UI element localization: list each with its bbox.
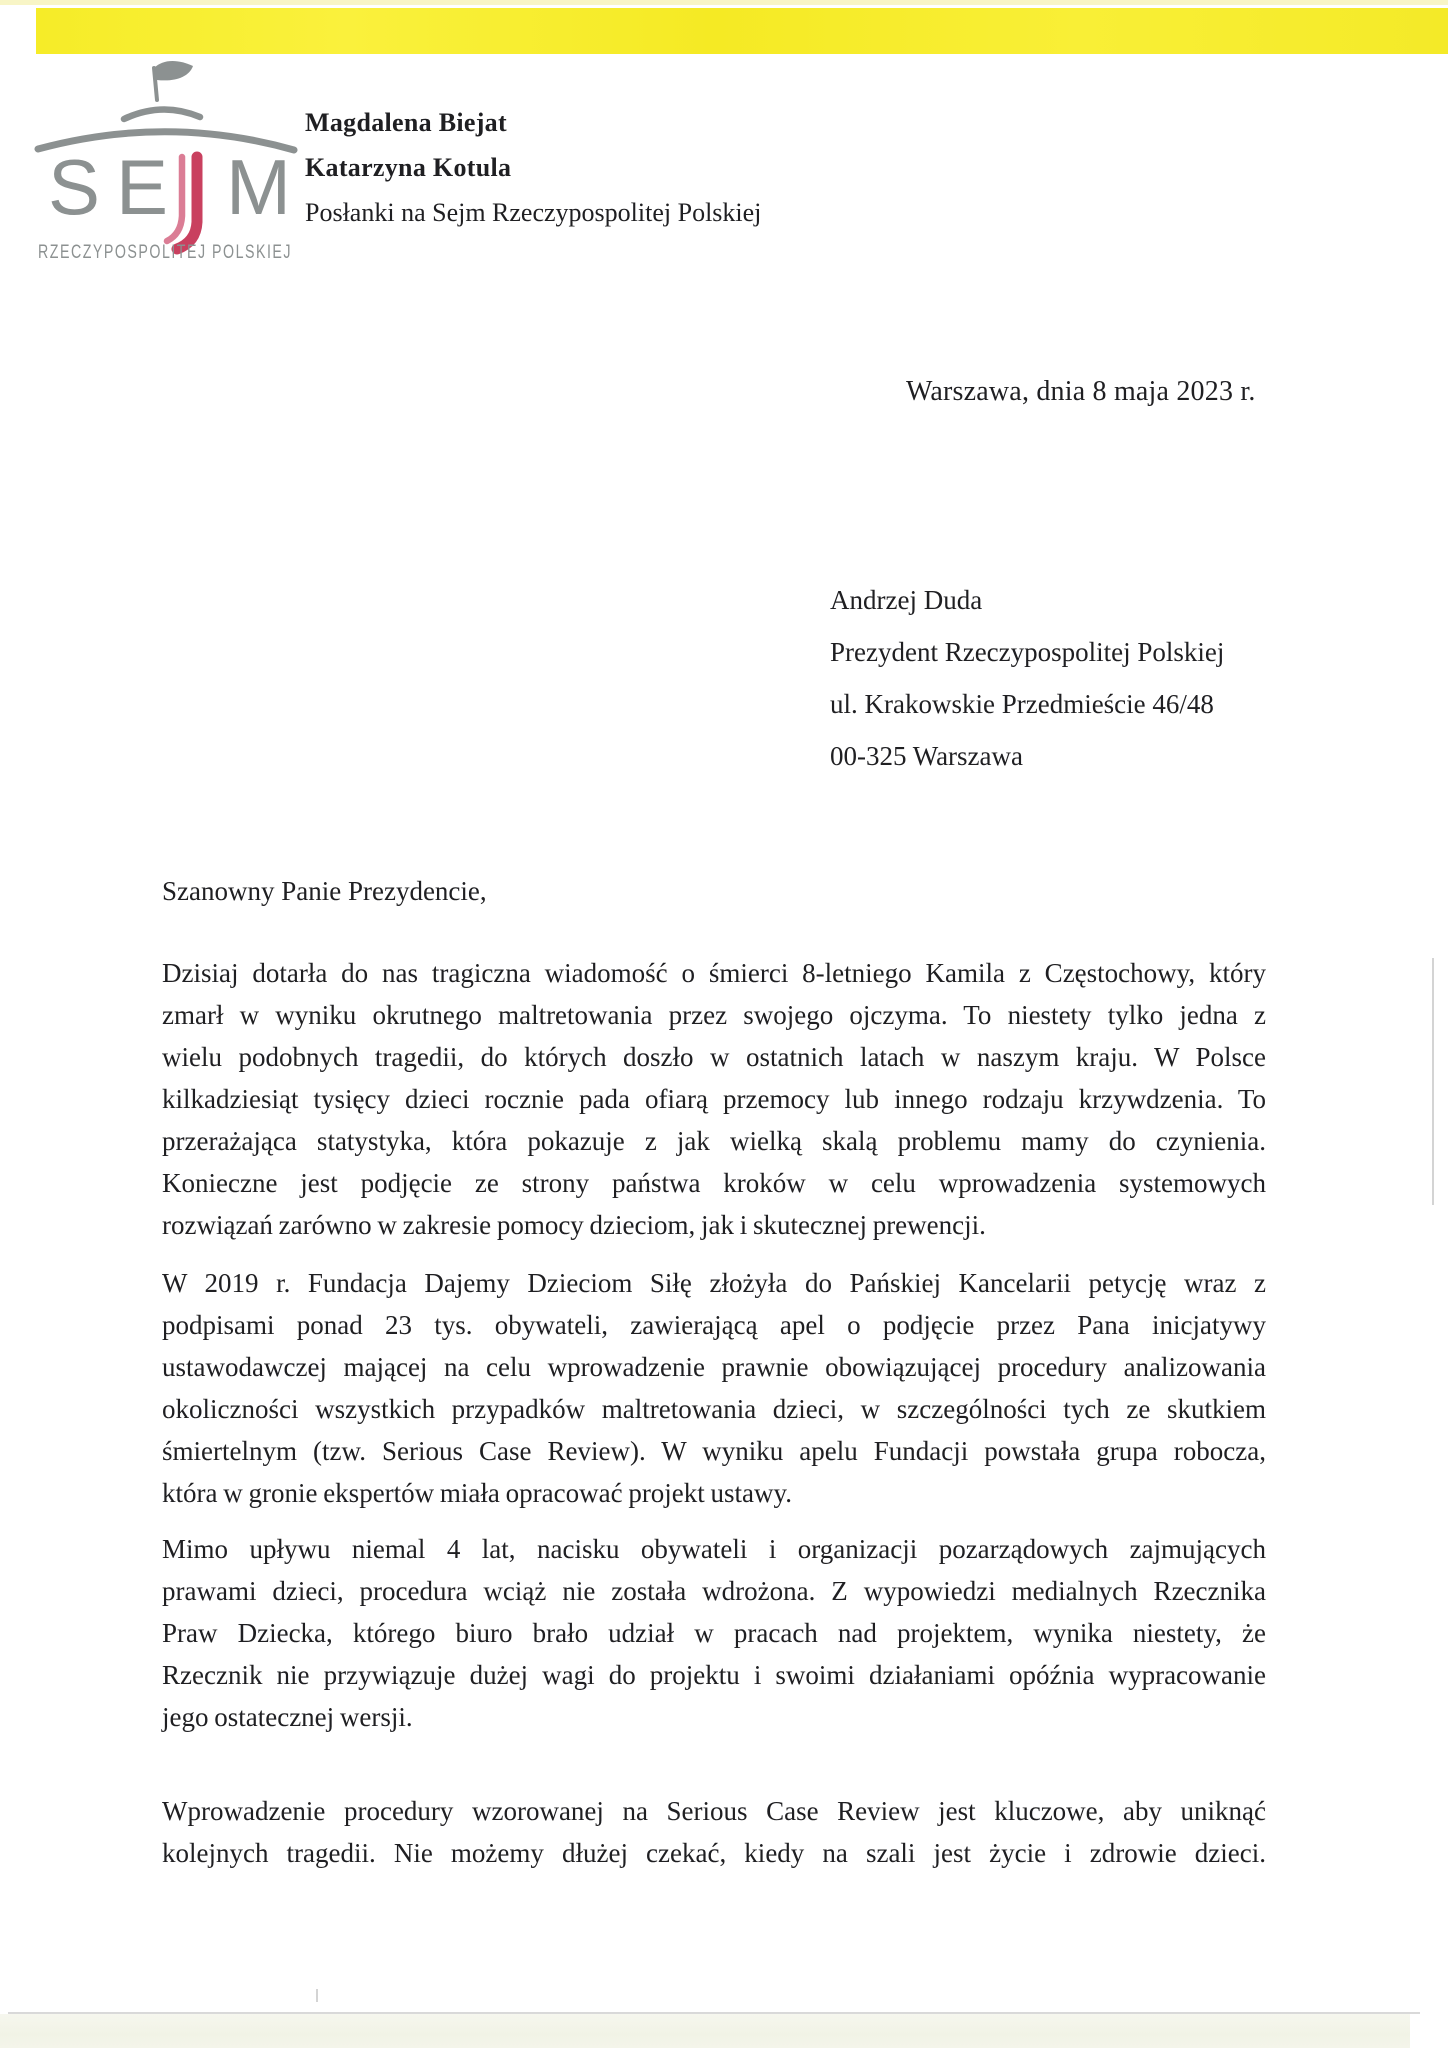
sejm-letter-j-icon [167, 157, 197, 249]
body-line: przerażająca statystyka, która pokazuje z jak wielką skalą problemu mamy do czynienia. [162, 1126, 1266, 1156]
recipient-city: 00-325 Warszawa [830, 741, 1024, 771]
paragraph [162, 1528, 1266, 1738]
salutation: Szanowny Panie Prezydencie, [162, 876, 487, 906]
body-line: kilkadziesiąt tysięcy dzieci rocznie pada ofiarą przemocy lub innego rodzaju krzywdzenia. To [162, 1084, 1266, 1114]
recipient-name: Andrzej Duda [830, 585, 983, 615]
bottom-scan-strip [0, 2014, 1410, 2048]
scan-artifact-tick [316, 1989, 318, 2002]
sender-block [305, 100, 761, 235]
recipient-street: ul. Krakowskie Przedmieście 46/48 [830, 689, 1214, 719]
body-line: śmiertelnym (tzw. Serious Case Review). W wyniku apelu Fundacji powstała grupa robocza, [162, 1436, 1266, 1466]
dateline: Warszawa, dnia 8 maja 2023 r. [906, 376, 1256, 407]
paragraph [162, 1790, 1266, 1874]
recipient-title: Prezydent Rzeczypospolitej Polskiej [830, 637, 1225, 667]
body-line: Mimo upływu niemal 4 lat, nacisku obywateli i organizacji pozarządowych zajmujących [162, 1534, 1266, 1564]
body-line: która w gronie ekspertów miała opracować projekt ustawy. [162, 1478, 793, 1508]
letter-body [162, 952, 1266, 1874]
body-line: Rzecznik nie przywiązuje dużej wagi do projektu i swoimi działaniami opóźnia wypracowanie [162, 1660, 1266, 1690]
top-edge-highlight [0, 0, 1448, 5]
sejm-logo [28, 56, 318, 271]
sejm-letter-e: E [116, 143, 169, 231]
body-line: prawami dzieci, procedura wciąż nie została wdrożona. Z wypowiedzi medialnych Rzecznika [162, 1576, 1266, 1606]
body-line: wielu podobnych tragedii, do których doszło w ostatnich latach w naszym kraju. W Polsce [162, 1042, 1266, 1072]
body-line: Konieczne jest podjęcie ze strony państwa kroków w celu wprowadzenia systemowych [162, 1168, 1266, 1198]
scan-artifact-vertical-line [1432, 958, 1434, 1205]
body-line: ustawodawczej mającej na celu wprowadzenie prawnie obowiązującej procedury analizowania [162, 1352, 1266, 1382]
body-line: podpisami ponad 23 tys. obywateli, zawierającą apel o podjęcie przez Pana inicjatywy [162, 1310, 1266, 1340]
body-line: jego ostatecznej wersji. [162, 1702, 413, 1732]
sender-role: Posłanki na Sejm Rzeczypospolitej Polskiej [305, 198, 762, 227]
body-line: W 2019 r. Fundacja Dajemy Dzieciom Siłę złożyła do Pańskiej Kancelarii petycję wraz z [162, 1268, 1266, 1298]
body-line: okoliczności wszystkich przypadków maltretowania dzieci, w szczególności tych ze skutkiem [162, 1394, 1266, 1424]
body-line: zmarł w wyniku okrutnego maltretowania przez swojego ojczyma. To niestety tylko jedna z [162, 1000, 1266, 1030]
body-line: rozwiązań zarówno w zakresie pomocy dzieciom, jak i skutecznej prewencji. [162, 1210, 986, 1240]
recipient-block [830, 574, 1224, 782]
body-line: Wprowadzenie procedury wzorowanej na Serious Case Review jest kluczowe, aby uniknąć [162, 1796, 1266, 1826]
sejm-flag-icon [154, 61, 193, 100]
sejm-logo-subtitle: RZECZYPOSPOLITEJ POLSKIEJ [38, 242, 292, 263]
yellow-highlight-bar-top [36, 8, 1448, 54]
paragraph [162, 952, 1266, 1246]
body-line: kolejnych tragedii. Nie możemy dłużej czekać, kiedy na szali jest życie i zdrowie dzieci. [162, 1838, 1266, 1868]
sender-name-2: Katarzyna Kotula [305, 153, 512, 182]
body-line: Praw Dziecka, którego biuro brało udział w pracach nad projektem, wynika niestety, że [162, 1618, 1266, 1648]
body-line: Dzisiaj dotarła do nas tragiczna wiadomość o śmierci 8-letniego Kamila z Częstochowy, który [162, 958, 1266, 988]
sender-name-1: Magdalena Biejat [305, 108, 507, 137]
paragraph [162, 1262, 1266, 1514]
sejm-letter-m: M [226, 143, 291, 231]
sejm-letter-s: S [48, 143, 101, 231]
